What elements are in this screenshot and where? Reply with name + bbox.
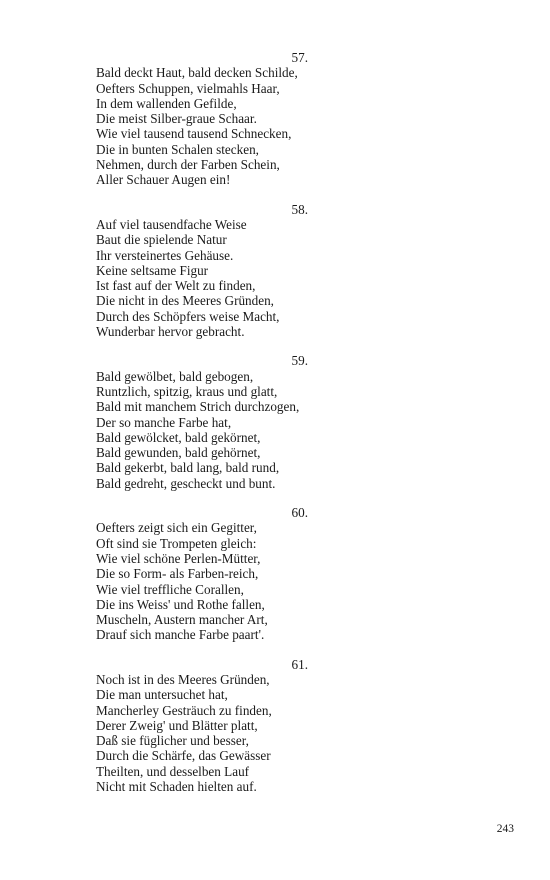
page-number: 243 — [496, 823, 514, 835]
stanza-57 — [96, 50, 326, 188]
verse-line: Durch des Schöpfers weise Macht, — [96, 308, 280, 324]
verse-line: Wie viel tausend tausend Schnecken, — [96, 126, 292, 142]
verse-line: Ist fast auf der Welt zu finden, — [96, 278, 256, 294]
verse-line: Die in bunten Schalen stecken, — [96, 141, 259, 157]
verse-line: Bald deckt Haut, bald decken Schilde, — [96, 65, 298, 81]
verse-line: Theilten, und desselben Lauf — [96, 763, 250, 779]
verse-line: Drauf sich manche Farbe paart'. — [96, 627, 265, 643]
verse-line: Bald gedreht, gescheckt und bunt. — [96, 475, 276, 491]
verse-line: Durch die Schärfe, das Gewässer — [96, 748, 271, 764]
stanza-number: 57. — [291, 50, 308, 65]
verse-line: Mancherley Gesträuch zu finden, — [96, 702, 272, 718]
stanza-59 — [96, 353, 326, 491]
verse-line: Aller Schauer Augen ein! — [96, 172, 231, 188]
verse-line: Die ins Weiss' und Rothe fallen, — [96, 596, 265, 612]
verse-line: Daß sie füglicher und besser, — [96, 733, 249, 749]
verse-line: Wie viel treffliche Corallen, — [96, 581, 244, 597]
verse-line: Die so Form- als Farben-reich, — [96, 566, 259, 582]
verse-line: Oefters zeigt sich ein Gegitter, — [96, 520, 257, 536]
verse-line: Runtzlich, spitzig, kraus und glatt, — [96, 383, 278, 399]
verse-line: Oefters Schuppen, vielmahls Haar, — [96, 80, 280, 96]
stanza-number: 59. — [291, 353, 308, 369]
stanza-60 — [96, 505, 326, 643]
verse-line: Bald mit manchem Strich durchzogen, — [96, 399, 300, 415]
verse-line: Ihr versteinertes Gehäuse. — [96, 247, 234, 263]
verse-line: Bald gekerbt, bald lang, bald rund, — [96, 460, 280, 476]
verse-line: Nicht mit Schaden hielten auf. — [96, 779, 257, 795]
verse-line: Baut die spielende Natur — [96, 232, 227, 248]
stanza-58 — [96, 202, 326, 340]
verse-line: Oft sind sie Trompeten gleich: — [96, 535, 257, 551]
verse-line: Die nicht in des Meeres Gründen, — [96, 293, 274, 309]
verse-line: Wie viel schöne Perlen-Mütter, — [96, 550, 261, 566]
verse-line: Bald gewunden, bald gehörnet, — [96, 445, 261, 461]
verse-line: Auf viel tausendfache Weise — [96, 216, 247, 232]
verse-line: Bald gewölbet, bald gebogen, — [96, 368, 254, 384]
verse-line: Die man untersuchet hat, — [96, 687, 228, 703]
verse-line: Derer Zweig' und Blätter platt, — [96, 717, 258, 733]
verse-line: Bald gewölcket, bald gekörnet, — [96, 429, 261, 445]
stanza-number: 60. — [291, 505, 308, 521]
stanza-61 — [96, 657, 326, 795]
poem-page — [96, 50, 326, 808]
verse-line: Muscheln, Austern mancher Art, — [96, 612, 268, 628]
verse-line: Nehmen, durch der Farben Schein, — [96, 157, 280, 173]
verse-line: Noch ist in des Meeres Gründen, — [96, 671, 270, 687]
verse-line: Keine seltsame Figur — [96, 262, 209, 278]
verse-line: In dem wallenden Gefilde, — [96, 95, 237, 111]
stanza-number: 61. — [291, 656, 308, 672]
verse-line: Der so manche Farbe hat, — [96, 414, 232, 430]
verse-line: Wunderbar hervor gebracht. — [96, 324, 245, 340]
stanza-number: 58. — [291, 201, 308, 217]
verse-line: Die meist Silber-graue Schaar. — [96, 111, 257, 127]
